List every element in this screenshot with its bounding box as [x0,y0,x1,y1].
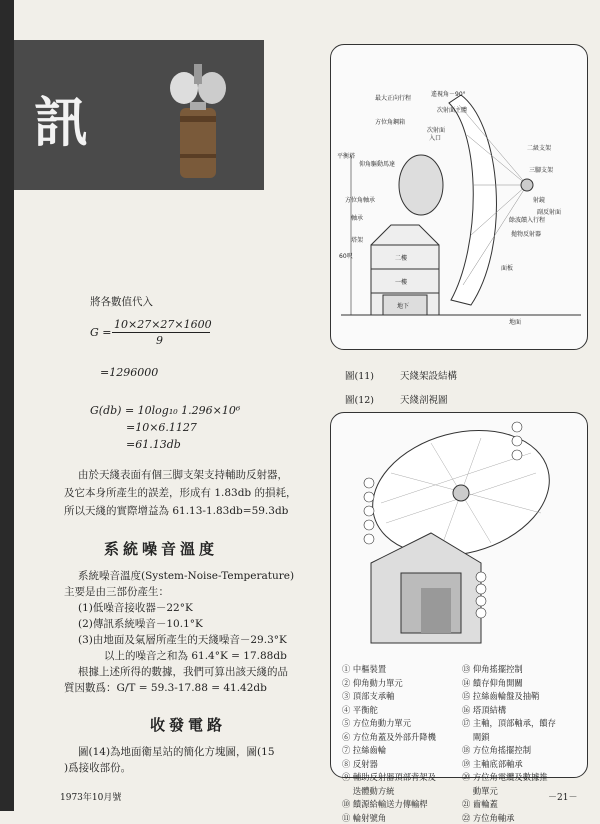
satellite-image [166,58,230,184]
figure-12-legend [342,663,582,824]
label-drive: 仰角驅動馬達 [359,161,396,168]
para2-line7: 根據上述所得的數據，我們可算出該天綫的品 [78,666,288,678]
footer-page: －21－ [548,793,578,803]
legend-item: ⑳ 方位角電纜及數據推 [462,772,548,782]
legend-item: ⑮ 拉絲齒輪盤及抽鞘 [462,691,540,701]
label-level: 平衡塔 [337,153,356,160]
label-range: 最大正向行程 [375,95,412,102]
footer-date: 1973年10月號 [60,793,122,803]
title-banner [14,40,264,190]
label-dish: 拋物反射器 [511,231,542,238]
legend-item: ⑧ 反射器 [342,758,378,769]
para2-line6: 以上的噪音之和為 61.4°K = 17.88db [104,650,287,662]
legend-item: 動單元 [462,785,498,796]
para2-line3: (1)低噪音接收器－22°K [78,602,193,614]
legend-item: ⑬ 仰角搖擺控制 [462,664,523,674]
legend-item: ⑪ 輪射號角 [342,812,387,823]
legend-item: ⑩ 饋源給輸送力傳輸桿 [342,799,428,809]
legend-item: ⑨ 輔助反射器頂部背架及 [342,772,436,782]
label-reflector: 次射面主體 [437,107,468,114]
label-secondary: 二級支架 [527,145,552,152]
label-sub: 次射面 [427,127,446,134]
page-spine [0,0,14,811]
label-sub-edge: 副反射面 [537,209,562,216]
label-entrance: 入口 [429,135,442,142]
para2-line1: 系統噪音溫度(System-Noise-Temperature) [78,570,295,582]
label-tripod: 三腳支架 [529,167,554,174]
legend-item: ㉒ 方位角軸承 [462,812,515,823]
section-heading-noise: 系統噪音溫度 [104,540,219,558]
figure-11-caption: 天綫架設結構 [400,371,458,382]
math-intro: 將各數值代入 [90,296,153,308]
para3-line1: 圖(14)為地面衛星站的簡化方塊圖，圖(15 [78,746,275,758]
db-line-1: G(db) = 10log₁₀ 1.296×10⁶ [90,404,241,417]
section-heading-circuit: 收發電路 [150,716,227,734]
legend-item: ⑭ 饋存仰角開關 [462,677,523,688]
para1-line3: 所以天綫的實際增益為 61.13-1.83db=59.3db [64,505,289,517]
figure-12-number: 圖(12) [345,395,375,406]
legend-item: 閘鎖 [462,731,490,742]
label-bearing: 軸承 [351,215,364,222]
legend-item: ⑲ 主軸底部軸承 [462,758,523,769]
figure-11-number: 圖(11) [345,371,375,382]
legend-item: ⑰ 主軸，頂部軸承，饋存 [462,718,556,728]
g-result: =1296000 [100,366,159,379]
legend-item: ⑦ 拉絲齒輪 [342,745,387,755]
fraction-bar [112,332,210,333]
label-station: 方位角軸承 [345,197,376,204]
label-angle: 遙視角－90° [431,91,466,98]
label-height: 60呎 [339,253,353,260]
legend-item: ㉑ 齒輪蓋 [462,799,498,809]
g-denominator: 9 [156,334,163,347]
legend-item: ③ 頂部支承軸 [342,691,395,701]
para2-line2: 主要是由三部份產生： [64,586,169,598]
label-ground: 地面 [509,319,522,326]
label-panel: 面板 [501,265,514,272]
para2-line5: (3)由地面及氣層所產生的天綫噪音－29.3°K [78,634,287,646]
antenna-cutaway-diagram [331,413,589,663]
label-tower: 塔架 [351,237,364,244]
g-numerator: 10×27×27×1600 [114,318,212,331]
label-dish-edge: 射鏡 [533,197,546,204]
figure-11-antenna-structure [330,44,588,350]
label-basement: 地下 [397,303,410,310]
legend-item: ⑤ 方位角動力單元 [342,718,412,728]
page-title: 訊 [34,91,88,154]
legend-item: ⑯ 塔頂結構 [462,704,507,715]
para2-line4: (2)傳訊系統噪音－10.1°K [78,618,203,630]
g-lhs: G = [90,326,112,339]
legend-item: ① 中樞裝置 [342,664,387,674]
label-floor1: 一樓 [395,279,408,286]
legend-item: ⑱ 方位角搖擺控制 [462,745,532,755]
label-feedline: 餘波饋入行程 [509,217,546,224]
legend-item: 迭體動方統 [342,785,395,796]
legend-item: ② 仰角動力單元 [342,677,403,688]
label-floor2: 二樓 [395,255,408,262]
legend-item: ⑥ 方位角蓋及外部升降機 [342,731,436,742]
db-line-3: =61.13db [126,438,181,451]
figure-12-caption: 天綫剖視圖 [400,395,448,406]
para1-line1: 由於天綫表面有個三脚支架支持輔助反射器， [78,469,288,481]
para1-line2: 及它本身所產生的誤差，形成有 1.83db 的損耗， [64,487,297,499]
db-line-2: =10×6.1127 [126,421,197,434]
legend-item: ④ 平衡舵 [342,704,378,715]
para2-line8: 質因數爲：G/T = 59.3-17.88 = 41.42db [64,682,267,694]
label-feed-horn: 方位角鋼箱 [375,119,406,126]
para3-line2: )爲接收部份。 [64,762,132,774]
